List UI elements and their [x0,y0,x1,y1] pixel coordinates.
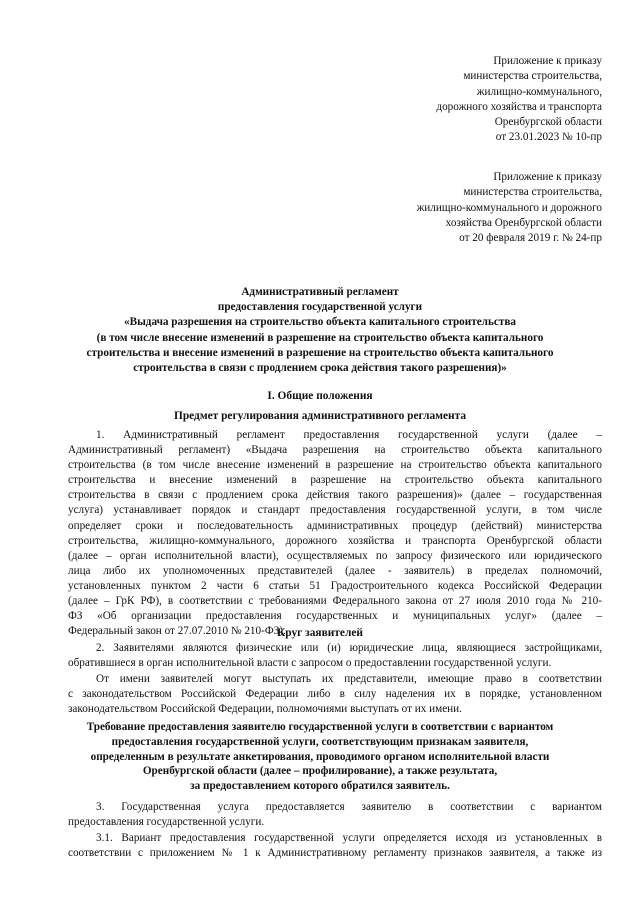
title-line: «Выдача разрешения на строительство объекта капитального строительства [124,316,516,329]
heading-line: предоставления государственной услуги, соответствующим признакам заявителя, [111,735,529,748]
appendix-note-current [436,54,602,146]
paragraph-1 [68,428,602,639]
appendix-line: Приложение к приказу [493,55,602,67]
paragraph-line: строительства и внесение изменений в разрешение на строительство объекта капитального [68,474,602,487]
title-line: (в том числе внесение изменений в разрешение на строительство объекта капитального [96,331,544,344]
paragraph-line: 1. Административный регламент предоставления государственной услуги (далее – [96,429,602,441]
paragraph-line: Федеральный закон от 27.07.2010 № 210-ФЗ). [68,625,286,638]
appendix-line: жилищно-коммунального и дорожного [416,201,602,214]
appendix-line: Приложение к приказу [493,171,602,183]
paragraph-line: соответствии с приложением № 1 к Административному регламенту признаков заявителя, а также из [68,847,602,860]
subsection-heading: Круг заявителей [277,627,363,639]
title-line: строительства и внесение изменений в разрешение на строительство объекта капитального [86,346,554,359]
title-line: строительства в связи с продлением срока действия такого разрешения)» [133,362,507,375]
appendix-line: жилищно-коммунального, [476,85,602,98]
heading-line: за предоставлением которого обратился заявитель. [190,780,450,793]
paragraph-4 [68,800,602,830]
paragraph-line: строительства в связи с продлением срока действия такого разрешения)» (далее – государственная [68,489,602,502]
title-line: Административный регламент [241,286,399,298]
paragraph-line: ФЗ «Об организации предоставления государственных и муниципальных услуг» (далее – [68,610,602,623]
paragraph-line: 3. Государственная услуга предоставляется заявителю в соответствии с вариантом [96,801,602,813]
paragraph-line: услуга) устанавливает порядок и стандарт предоставления государственной услуги, в том числе [68,504,602,517]
paragraph-line: предоставления государственной услуги. [68,816,265,829]
paragraph-3 [68,672,602,717]
paragraph-line: с законодательством Российской Федерации либо в силу наделения их в порядке, установленном [68,688,602,701]
paragraph-5 [68,831,602,861]
heading-line: определенным в результате анкетирования, проводимого органом исполнительной власти [90,750,550,763]
paragraph-line: (далее – ГрК РФ), в соответствии с требованиями Федерального закона от 27 июля 2010 года № 210- [68,595,602,608]
paragraph-line: законодательством Российской Федерации, полномочиями выступать от их имени. [68,703,462,716]
heading-line: Требование предоставления заявителю государственной услуги в соответствии с вариантом [86,721,554,733]
requirement-heading [40,720,600,794]
appendix-line: от 23.01.2023 № 10-пр [495,131,602,144]
heading-line: Оренбургской области (далее – профилирование), а также результата, [142,765,498,778]
appendix-line: дорожного хозяйства и транспорта [436,100,602,113]
appendix-line: Оренбургской области [494,116,602,129]
paragraph-line: установленных пунктом 2 части 6 статьи 51 Градостроительного кодекса Российской Федерации [68,579,602,592]
paragraph-line: определяет сроки и последовательность административных процедур (действий) министерства [68,519,602,532]
paragraph-line: строительства (в том числе внесение изменений в разрешение на строительство объекта капитального [68,459,602,472]
document-title [40,285,600,376]
appendix-line: министерства строительства, [463,70,602,83]
appendix-line: от 20 февраля 2019 г. № 24-пр [459,232,602,245]
appendix-line: министерства строительства, [463,186,602,199]
paragraph-line: 3.1. Вариант предоставления государственной услуги определяется исходя из установленных в [96,832,602,844]
paragraph-line: 2. Заявителями являются физические или (и) юридические лица, являющиеся застройщиками, [96,642,602,654]
paragraph-line: (далее – орган исполнительной власти), осуществляемых по запросу физического или юридического [68,549,602,562]
paragraph-line: строительства, жилищно-коммунального, дорожного хозяйства и транспорта Оренбургской области [68,534,602,547]
paragraph-line: обратившиеся в орган исполнительной власти с запросом о предоставлении государственной услуги. [68,657,552,670]
paragraph-2 [68,641,602,671]
appendix-note-original [417,170,602,246]
title-line: предоставления государственной услуги [217,301,423,314]
section-heading: I. Общие положения [267,390,373,402]
paragraph-line: Административный регламент) «Выдача разрешения на строительство объекта капитального [68,444,602,457]
paragraph-line: лица либо их уполномоченных представителей (далее - заявитель) в пределах полномочий, [68,564,602,577]
subsection-heading: Предмет регулирования административного регламента [173,410,467,422]
appendix-line: хозяйства Оренбургской области [445,216,602,229]
paragraph-line: От имени заявителей могут выступать их представители, имеющие право в соответствии [96,673,602,685]
